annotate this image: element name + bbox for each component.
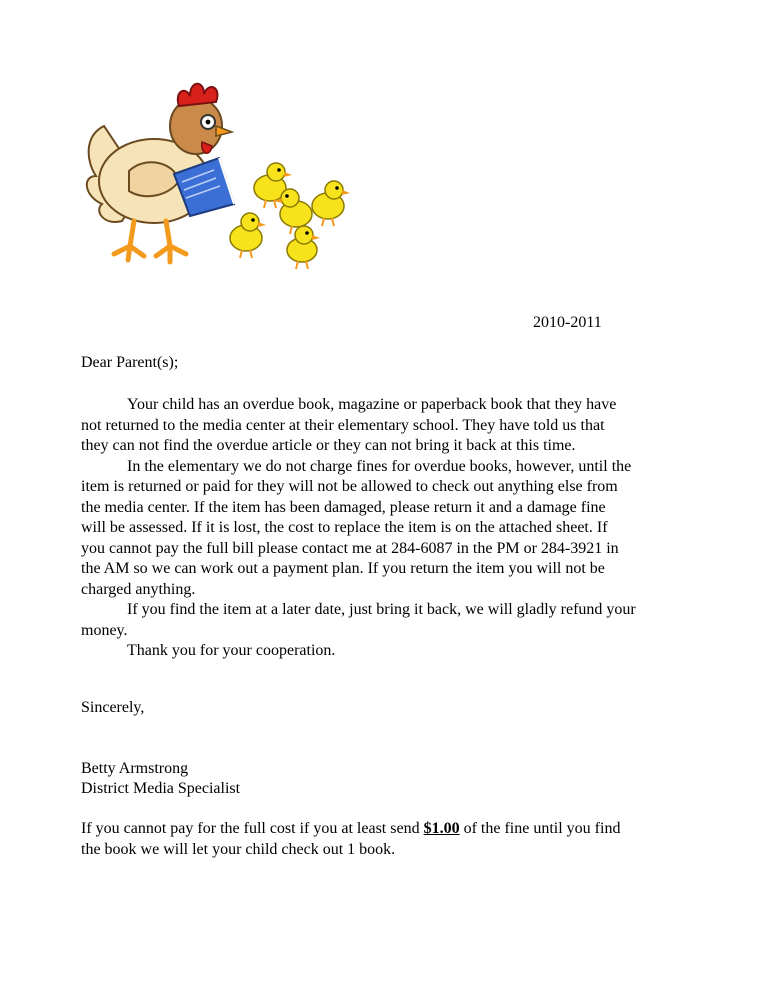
paragraph: In the elementary we do not charge fines for overdue books, however, until the item is returned or paid for they will not be allowed to check out anything else from the media center. If the item has been damaged, please return it and a damage fine will be assessed. If it is lost, the cost to replace the item is on the attached sheet. If you cannot pay the full bill please contact me at 284-6087 in the PM or 284-3921 in the AM so we can work out a payment plan. If you return the item you will not be charged anything. <box>81 457 632 598</box>
paragraph: If you find the item at a later date, just bring it back, we will gladly refund your money. <box>81 601 636 639</box>
chick-icon <box>287 226 320 269</box>
letter-date: 2010-2011 <box>533 314 602 331</box>
payment-note <box>81 819 721 860</box>
chick-icon <box>230 213 266 258</box>
paragraph: Thank you for your cooperation. <box>127 642 336 659</box>
closing: Sincerely, <box>81 699 145 716</box>
signature-name: Betty Armstrong <box>81 760 189 777</box>
signature-title: District Media Specialist <box>81 780 241 797</box>
salutation: Dear Parent(s); <box>81 354 179 371</box>
paragraph: Your child has an overdue book, magazine or paperback book that they have not returned to the media center at their elementary school. They have told us that they can not find the overdue article or they can not bring it back at this time. <box>81 396 617 454</box>
letter-body <box>81 395 701 662</box>
chick-icon <box>312 181 350 226</box>
chick-icons <box>230 163 350 269</box>
hen-reading-to-chicks-icon <box>74 66 374 281</box>
payment-note-end: of the fine until you find the book we will let your child check out 1 book. <box>81 820 621 858</box>
payment-note-start: If you cannot pay for the full cost if you at least send <box>81 820 424 837</box>
payment-amount: $1.00 <box>423 820 460 837</box>
